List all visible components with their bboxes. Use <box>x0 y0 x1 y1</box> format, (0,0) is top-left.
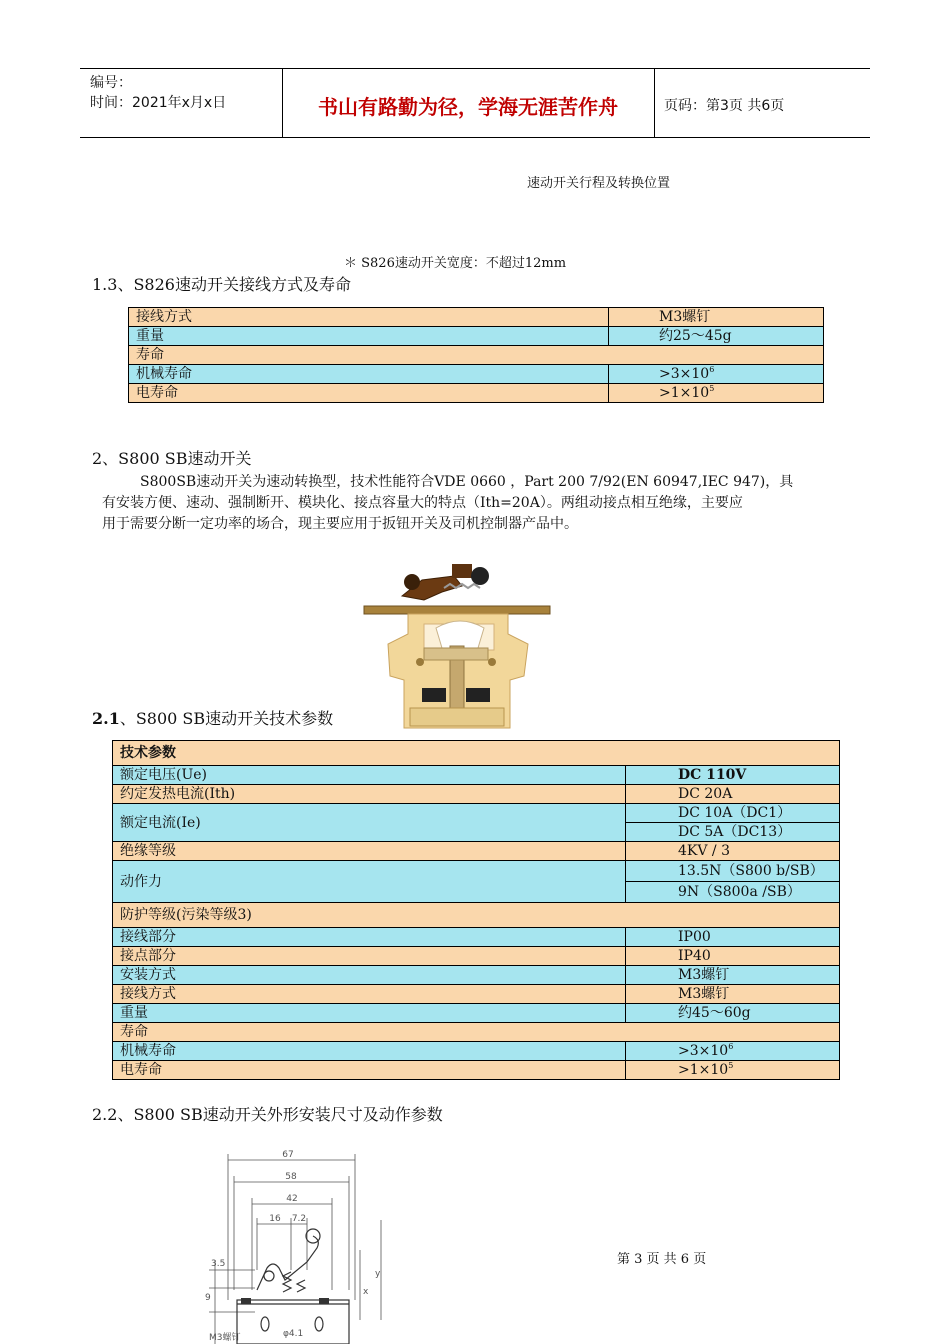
table-cell: DC 10A（DC1） <box>626 804 840 823</box>
section-title <box>92 706 333 729</box>
section-title-text: 、S800 SB速动开关技术参数 <box>119 709 334 728</box>
table-cell: DC 20A <box>626 785 840 804</box>
section-title: 1.3、S826速动开关接线方式及寿命 <box>92 275 351 294</box>
table-row <box>113 804 840 823</box>
table-row <box>113 842 840 861</box>
exponent: 6 <box>728 1042 734 1051</box>
table-row <box>113 1061 840 1080</box>
table-cell: 9N（S800a /SB） <box>626 882 840 903</box>
paragraph-line: 有安装方便、速动、强制断开、模块化、接点容量大的特点（Ith=20A）。两组动接点相互绝缘，主要应 <box>102 495 743 511</box>
section-paragraph <box>102 472 872 535</box>
page-footer: 第 3 页 共 6 页 <box>617 1252 707 1267</box>
table-cell <box>626 1042 840 1061</box>
table-row <box>113 785 840 804</box>
table-cell <box>609 365 824 384</box>
table-row <box>113 1042 840 1061</box>
table-cell: DC 5A（DC13） <box>626 823 840 842</box>
table-cell: 动作力 <box>113 861 626 903</box>
s826-wiring-table <box>128 307 824 403</box>
value-text: >3×10 <box>659 366 710 382</box>
table-row <box>113 947 840 966</box>
table-cell: 电寿命 <box>113 1061 626 1080</box>
table-cell: 防护等级(污染等级3) <box>113 903 840 928</box>
table-cell: 电寿命 <box>129 384 609 403</box>
dimension-label: 7.2 <box>291 1214 307 1224</box>
dimension-label: 16 <box>269 1214 281 1224</box>
value-text: >1×10 <box>659 385 710 401</box>
header-meta <box>90 73 226 113</box>
table-cell: 约45～60g <box>626 1004 840 1023</box>
table-cell: 约25～45g <box>609 327 824 346</box>
figure-caption: 速动开关行程及转换位置 <box>527 176 671 191</box>
width-note: ＊ S826速动开关宽度：不超过12mm <box>344 256 567 271</box>
table-cell: 额定电压(Ue) <box>113 766 626 785</box>
table-cell: 接线部分 <box>113 928 626 947</box>
table-cell: 接线方式 <box>113 985 626 1004</box>
table-cell: 接点部分 <box>113 947 626 966</box>
table-header: 技术参数 <box>113 741 840 766</box>
table-row <box>129 308 824 327</box>
table-cell: 重量 <box>129 327 609 346</box>
table-cell: 额定电流(Ie) <box>113 804 626 842</box>
table-row <box>113 966 840 985</box>
table-cell: 接线方式 <box>129 308 609 327</box>
table-row <box>129 327 824 346</box>
table-row <box>113 1004 840 1023</box>
dimension-label: 58 <box>285 1172 297 1182</box>
header-divider <box>654 69 655 137</box>
dimension-drawing <box>195 1140 395 1344</box>
table-row <box>113 928 840 947</box>
table-cell: 寿命 <box>113 1023 840 1042</box>
table-row <box>113 766 840 785</box>
table-row <box>113 903 840 928</box>
table-row <box>129 346 824 365</box>
s800sb-switch-image <box>362 558 552 738</box>
table-cell: M3螺钉 <box>626 985 840 1004</box>
table-cell <box>626 1061 840 1080</box>
table-cell: M3螺钉 <box>609 308 824 327</box>
table-cell: 约定发热电流(Ith) <box>113 785 626 804</box>
dimension-label: 67 <box>282 1150 294 1160</box>
section-number: 2.1 <box>92 709 120 728</box>
table-cell: IP00 <box>626 928 840 947</box>
table-cell: 寿命 <box>129 346 824 365</box>
header-motto: 书山有路勤为径，学海无涯苦作舟 <box>318 95 618 119</box>
dimension-label: M3螺钉 <box>209 1333 241 1343</box>
table-cell: IP40 <box>626 947 840 966</box>
table-cell: 机械寿命 <box>113 1042 626 1061</box>
table-row <box>113 1023 840 1042</box>
dimension-label: x <box>363 1287 369 1297</box>
header-page-number: 页码：第3页 共6页 <box>664 98 785 114</box>
table-cell: 4KV / 3 <box>626 842 840 861</box>
dimension-label: y <box>375 1269 381 1279</box>
table-row <box>129 365 824 384</box>
table-cell: 13.5N（S800 b/SB） <box>626 861 840 882</box>
table-cell: DC 110V <box>626 766 840 785</box>
table-row <box>113 985 840 1004</box>
page-header <box>80 68 870 138</box>
dimension-label: 3.5 <box>211 1259 226 1269</box>
table-cell <box>609 384 824 403</box>
value-text: >3×10 <box>678 1043 729 1059</box>
table-cell: 安装方式 <box>113 966 626 985</box>
s800sb-parameter-table <box>112 740 840 1080</box>
section-title: 2.2、S800 SB速动开关外形安装尺寸及动作参数 <box>92 1105 443 1124</box>
table-row <box>113 861 840 882</box>
table-cell: 重量 <box>113 1004 626 1023</box>
paragraph-line: S800SB速动开关为速动转换型，技术性能符合VDE 0660 ，Part 200 7/92(EN 60947,IEC 947)，具 <box>140 474 794 490</box>
value-text: >1×10 <box>678 1062 729 1078</box>
dimension-label: 42 <box>286 1194 298 1204</box>
exponent: 6 <box>709 365 715 374</box>
exponent: 5 <box>728 1061 734 1070</box>
dimension-label: φ4.1 <box>283 1329 304 1339</box>
table-cell: 机械寿命 <box>129 365 609 384</box>
document-number: 编号： <box>90 75 132 91</box>
paragraph-line: 用于需要分断一定功率的场合，现主要应用于扳钮开关及司机控制器产品中。 <box>102 516 578 532</box>
dimension-label: 9 <box>205 1293 211 1303</box>
table-row <box>113 741 840 766</box>
table-row <box>129 384 824 403</box>
table-cell: M3螺钉 <box>626 966 840 985</box>
exponent: 5 <box>709 384 715 393</box>
section-title: 2、S800 SB速动开关 <box>92 449 252 468</box>
table-cell: 绝缘等级 <box>113 842 626 861</box>
document-date: 时间：2021年x月x日 <box>90 95 227 111</box>
